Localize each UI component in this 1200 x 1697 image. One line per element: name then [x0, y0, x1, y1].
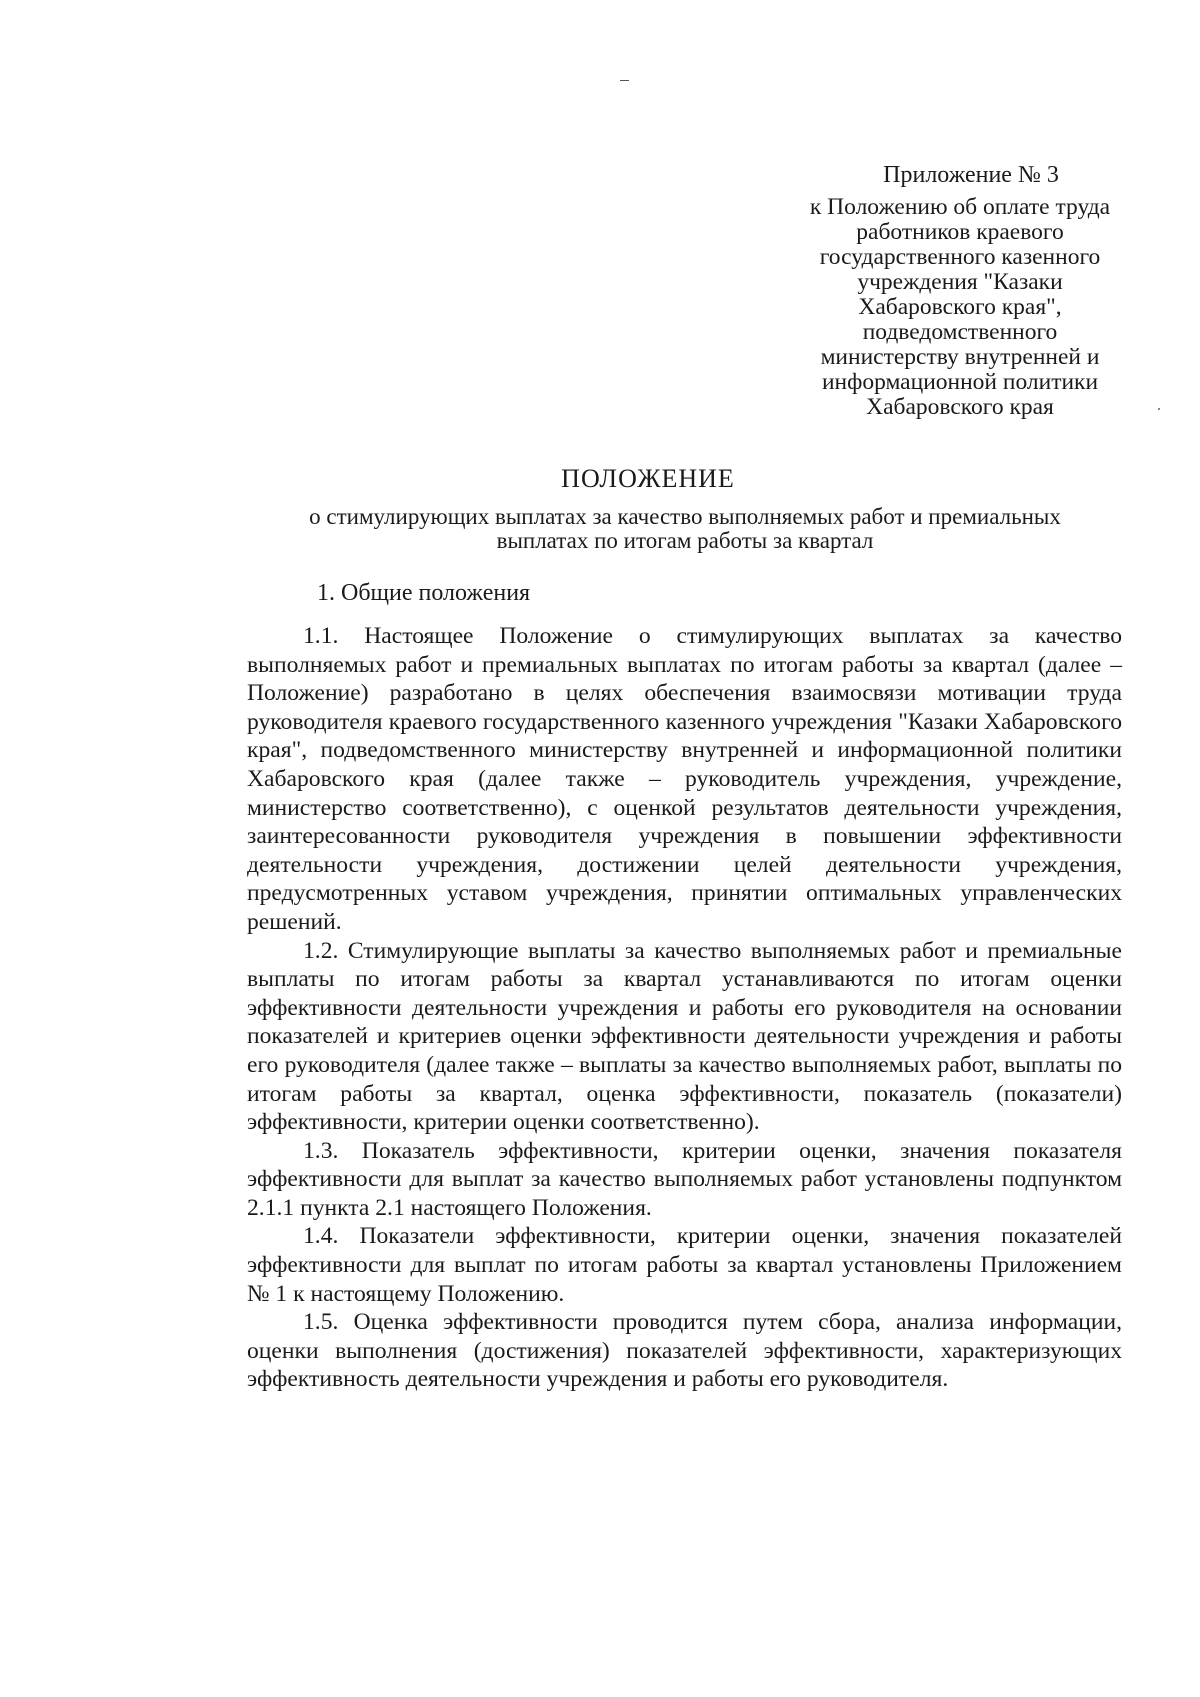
document-title: ПОЛОЖЕНИЕ — [561, 464, 735, 493]
appendix-line: государственного казенного — [819, 244, 1101, 270]
appendix-line: работников краевого — [856, 219, 1064, 245]
appendix-line: Хабаровского края — [866, 394, 1054, 420]
appendix-block — [780, 163, 1140, 420]
paragraph-1-5: 1.5. Оценка эффективности проводится путем сбора, анализа информации, оценки выполнения (достижения) показателей эффективности, характеризующих эффективность деятельности учреждения и работы его руководителя. — [247, 1309, 1122, 1393]
appendix-line: учреждения "Казаки — [857, 269, 1063, 295]
section-heading: 1. Общие положения — [317, 580, 531, 606]
appendix-line: министерству внутренней и — [820, 344, 1100, 370]
paragraph-1-1: 1.1. Настоящее Положение о стимулирующих выплатах за качество выполняемых работ и премиальных выплатах по итогам работы за квартал (далее – Положение) разработано в целях обеспечения взаимосвязи мотивации труда руководителя краевого государственного казенного учреждения "Казаки Хабаровского края", подведомственного министерству внутренней и информационной политики Хабаровского края (далее также – руководитель учреждения, учреждение, министерство соответственно), с оценкой результатов деятельности учреждения, заинтересованности руководителя учреждения в повышении эффективности деятельности учреждения, достижении целей деятельности учреждения, предусмотренных уставом учреждения, принятии оптимальных управленческих решений. — [247, 623, 1122, 935]
paragraph-1-3: 1.3. Показатель эффективности, критерии оценки, значения показателя эффективности для выплат за качество выполняемых работ установлены подпунктом 2.1.1 пункта 2.1 настоящего Положения. — [247, 1137, 1122, 1221]
appendix-line: подведомственного — [862, 319, 1058, 345]
scan-dot — [1158, 408, 1160, 410]
subtitle-line: о стимулирующих выплатах за качество выполняемых работ и премиальных — [309, 504, 1061, 529]
appendix-line: Хабаровского края", — [858, 294, 1062, 320]
appendix-title: Приложение № 3 — [883, 162, 1059, 188]
document-subtitle — [250, 505, 1120, 553]
appendix-line: информационной политики — [821, 369, 1099, 395]
paragraph-1-2: 1.2. Стимулирующие выплаты за качество выполняемых работ и премиальные выплаты по итогам работы за квартал устанавливаются по итогам оценки эффективности деятельности учреждения и работы его руководителя на основании показателей и критериев оценки эффективности деятельности учреждения и работы его руководителя (далее также – выплаты за качество выполняемых работ, выплаты по итогам работы за квартал, оценка эффективности, показатель (показатели) эффективности, критерии оценки соответственно). — [247, 937, 1122, 1136]
scan-mark — [620, 80, 629, 81]
paragraph-1-4: 1.4. Показатели эффективности, критерии оценки, значения показателей эффективности для выплат по итогам работы за квартал установлены Приложением № 1 к настоящему Положению. — [247, 1223, 1122, 1307]
appendix-line: к Положению об оплате труда — [809, 194, 1111, 220]
subtitle-line: выплатах по итогам работы за квартал — [496, 528, 874, 553]
section-body — [247, 622, 1122, 1394]
